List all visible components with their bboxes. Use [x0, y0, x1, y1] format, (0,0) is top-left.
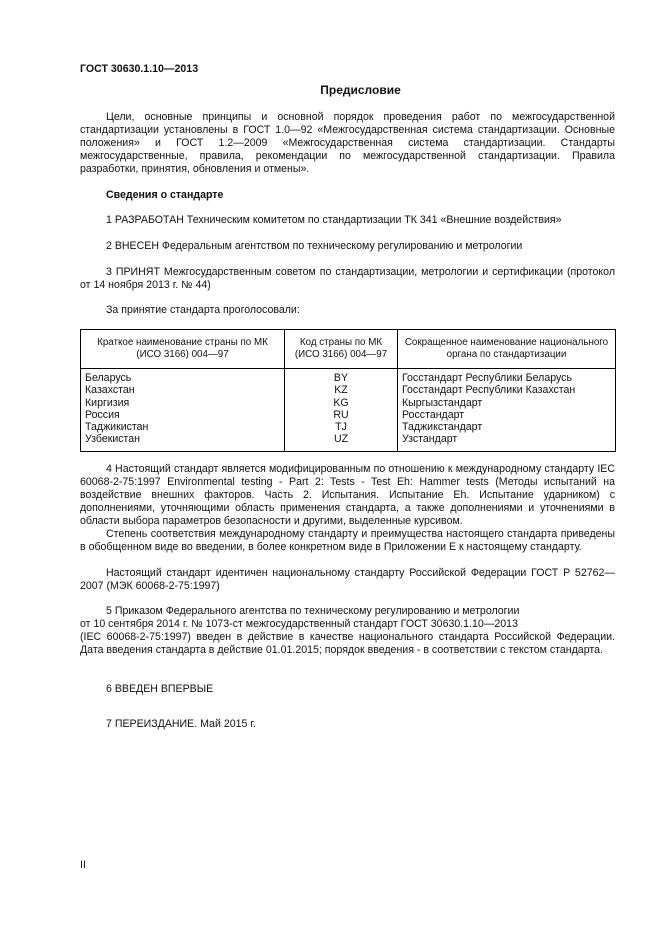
item-5-line-2: от 10 сентября 2014 г. № 1073-ст межгосударственный стандарт ГОСТ 30630.1.10—2013 — [80, 618, 518, 630]
table-header-row — [81, 330, 616, 369]
page-title: Предисловие — [320, 83, 401, 97]
voting-table — [80, 329, 616, 452]
code-cell: KZ — [334, 384, 348, 397]
table-body-row — [81, 369, 616, 452]
code-cell: RU — [333, 408, 349, 421]
code-cell: BY — [333, 372, 349, 384]
country-cell: Таджикистан — [85, 421, 149, 434]
body-cell: Госстандарт Республики Казахстан — [402, 384, 576, 397]
header-body: Сокращенное наименование национального органа по стандартизации — [398, 330, 616, 369]
code-column — [285, 369, 398, 452]
country-cell: Казахстан — [85, 384, 135, 397]
country-cell: Узбекистан — [85, 433, 141, 446]
code-cell: UZ — [333, 433, 349, 446]
item-5-rest: (IEC 60068-2-75:1997) введен в действие в качестве национального стандарта Российской Федерации. Дата введения стандарта в действие 01.01.2015; порядок введения - в соответствии с текстом стандарта. — [80, 631, 615, 657]
header-country: Краткое наименование страны по МК (ИСО 3166) 004—97 — [81, 330, 285, 369]
item-7: 7 ПЕРЕИЗДАНИЕ. Май 2015 г. — [106, 718, 256, 730]
code-cell: TJ — [335, 421, 347, 434]
item-2: 2 ВНЕСЕН Федеральным агентством по техническому регулированию и метрологии — [106, 240, 523, 252]
body-cell: Росстандарт — [402, 408, 465, 421]
code-cell: KG — [333, 396, 349, 409]
country-cell: Беларусь — [85, 372, 132, 384]
item-4-identity: Настоящий стандарт идентичен национальному стандарту Российской Федерации ГОСТ Р 52762—2007 (МЭК 60068-2-75:1997) — [80, 567, 615, 593]
page-number: II — [80, 859, 86, 871]
vote-intro: За принятие стандарта проголосовали: — [106, 304, 300, 316]
item-5-line-1: 5 Приказом Федерального агентства по техническому регулированию и метрологии — [106, 605, 520, 617]
item-3: 3 ПРИНЯТ Межгосударственным советом по стандартизации, метрологии и сертификации (протокол от 14 ноября 2013 г. № 44) — [80, 266, 615, 292]
info-heading: Сведения о стандарте — [106, 189, 224, 201]
item-4-conformity: Степень соответствия международному стандарту и преимущества настоящего стандарта приведены в обобщенном виде во введении, в более конкретном виде в Приложении Е к настоящему стандарту. — [80, 528, 615, 554]
document-code: ГОСТ 30630.1.10—2013 — [80, 63, 199, 75]
body-column — [398, 369, 616, 452]
item-4-paragraph: 4 Настоящий стандарт является модифицированным по отношению к международному стандарту IEC 60068-2-75:1997 Environmental testing - Part 2: Tests - Test Eh: Hammer tests (Методы испытаний на воздействие внешних факторов. Часть 2. Испытания. Испытание Eh. Испытание ударником) с дополнениями, уточняющими область применения стандарта, а также дополнениями и уточнениями в области выбора параметров безопасности и другими, выделенные курсивом. — [80, 463, 615, 528]
item-1: 1 РАЗРАБОТАН Техническим комитетом по стандартизации ТК 341 «Внешние воздействия» — [106, 214, 562, 226]
intro-paragraph: Цели, основные принципы и основной порядок проведения работ по межгосударственной стандартизации установлены в ГОСТ 1.0—92 «Межгосударственная система стандартизации. Основные положения» и ГОСТ 1.2—2009 «Межгосударственная система стандартизации. Стандарты межгосударственные, правила, рекомендации по межгосударственной стандартизации. Правила разработки, принятия, обновления и отмены». — [80, 111, 615, 176]
header-code: Код страны по МК (ИСО 3166) 004—97 — [285, 330, 398, 369]
body-cell: Кыргызстандарт — [402, 396, 483, 409]
country-cell: Киргизия — [85, 396, 130, 409]
country-column — [81, 369, 285, 452]
item-6: 6 ВВЕДЕН ВПЕРВЫЕ — [106, 683, 214, 695]
body-cell: Узстандарт — [402, 433, 458, 446]
country-cell: Россия — [85, 408, 120, 421]
body-cell: Госстандарт Республики Беларусь — [402, 372, 572, 384]
body-cell: Таджикстандарт — [402, 421, 483, 434]
